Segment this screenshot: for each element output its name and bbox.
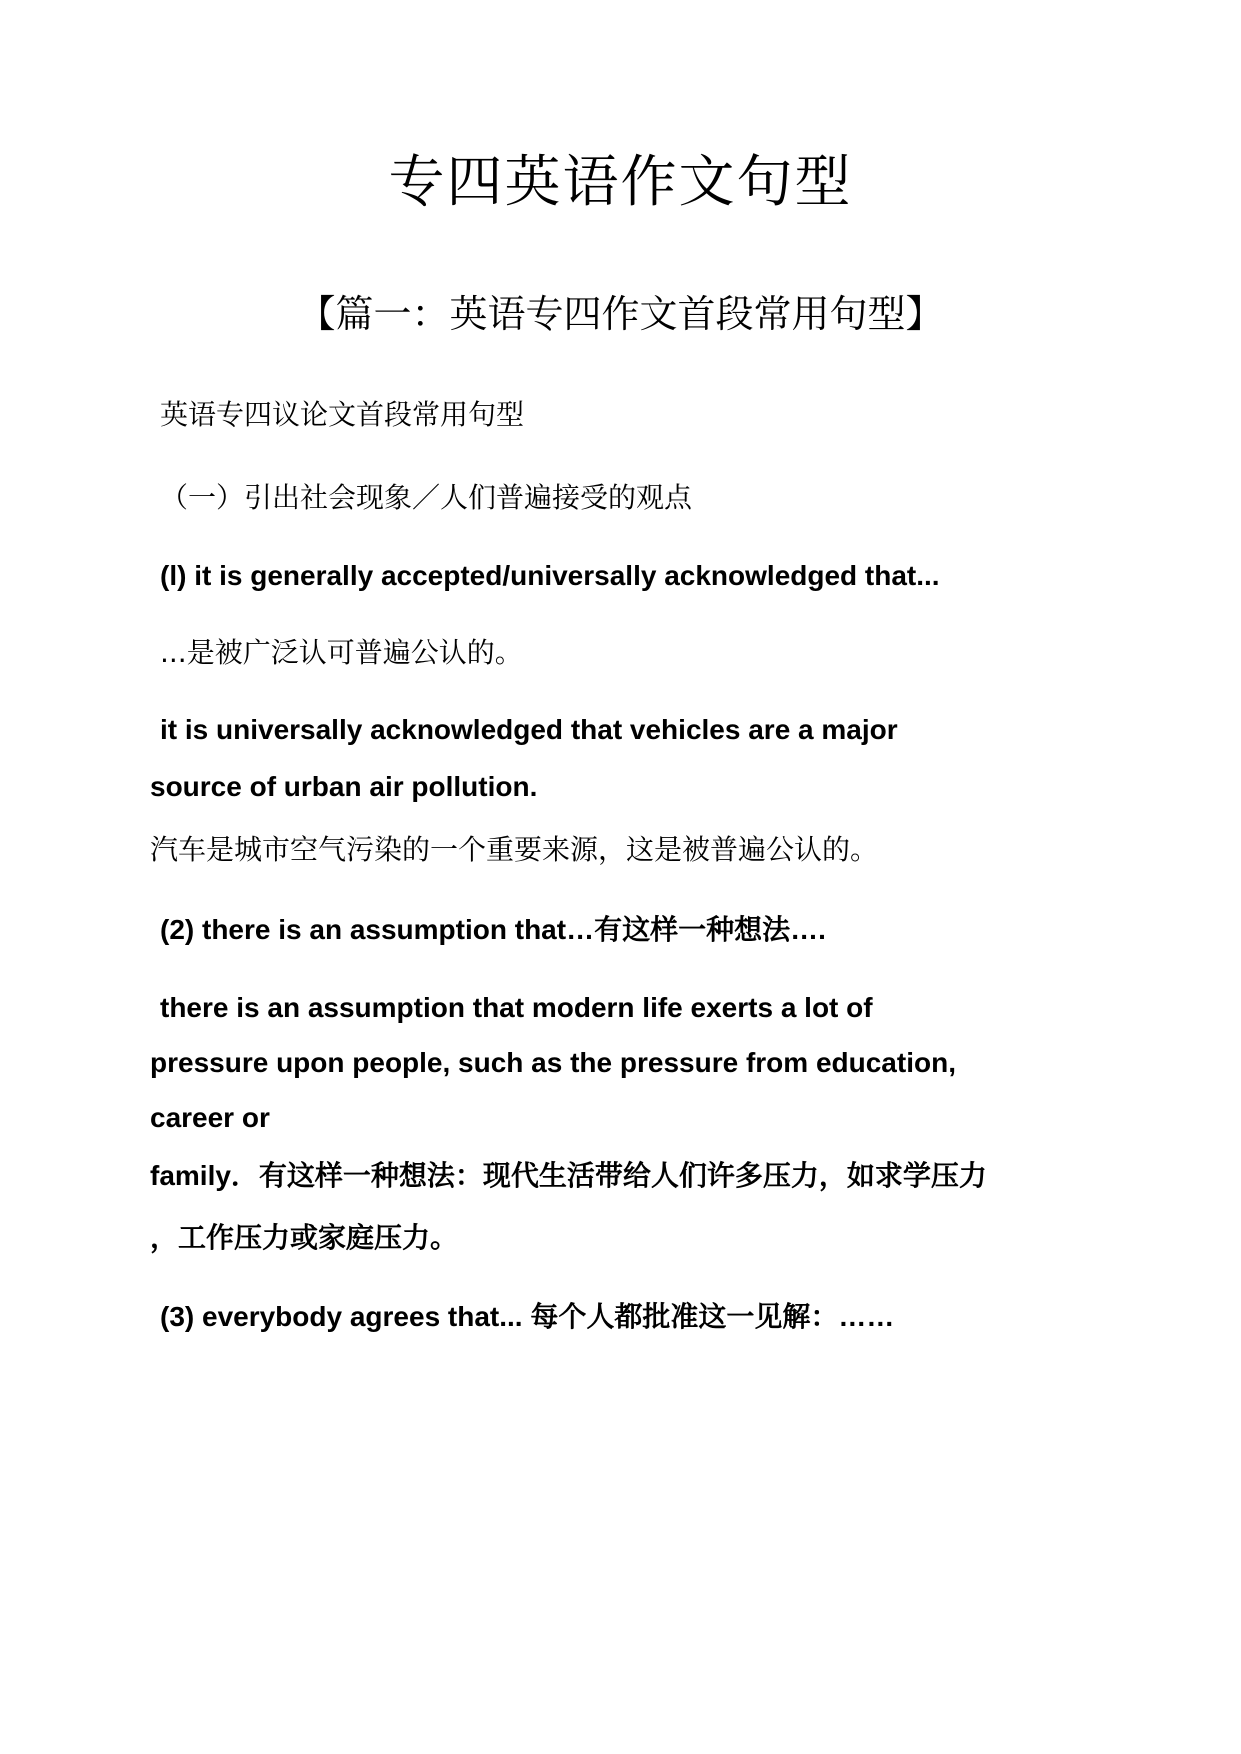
- text-line: family．有这样一种想法：现代生活带给人们许多压力，如求学压力: [150, 1160, 987, 1191]
- text-line: pressure upon people, such as the pressure from education,: [150, 1047, 956, 1078]
- text-line: career or: [150, 1102, 270, 1133]
- text-line: (3) everybody agrees that... 每个人都批准这一见解：……: [160, 1301, 895, 1332]
- document-title: 专四英语作文句型: [388, 150, 853, 215]
- text-line: 汽车是城市空气污染的一个重要来源，这是被普遍公认的。: [150, 833, 879, 866]
- text-line: (l) it is generally accepted/universally acknowledged that...: [160, 560, 940, 591]
- text-line: source of urban air pollution.: [150, 771, 538, 802]
- text-line: there is an assumption that modern life exerts a lot of: [160, 992, 873, 1023]
- text-line: it is universally acknowledged that vehicles are a major: [160, 714, 898, 745]
- section-heading: 【篇一：英语专四作文首段常用句型】: [297, 292, 944, 336]
- text-line: 英语专四议论文首段常用句型: [160, 398, 525, 431]
- text-line: (2) there is an assumption that…有这样一种想法….: [160, 914, 826, 945]
- text-line: （一）引出社会现象／人们普遍接受的观点: [160, 481, 693, 514]
- text-line: ，工作压力或家庭压力。: [150, 1222, 459, 1253]
- text-line: ...是被广泛认可普遍公认的。: [160, 636, 523, 669]
